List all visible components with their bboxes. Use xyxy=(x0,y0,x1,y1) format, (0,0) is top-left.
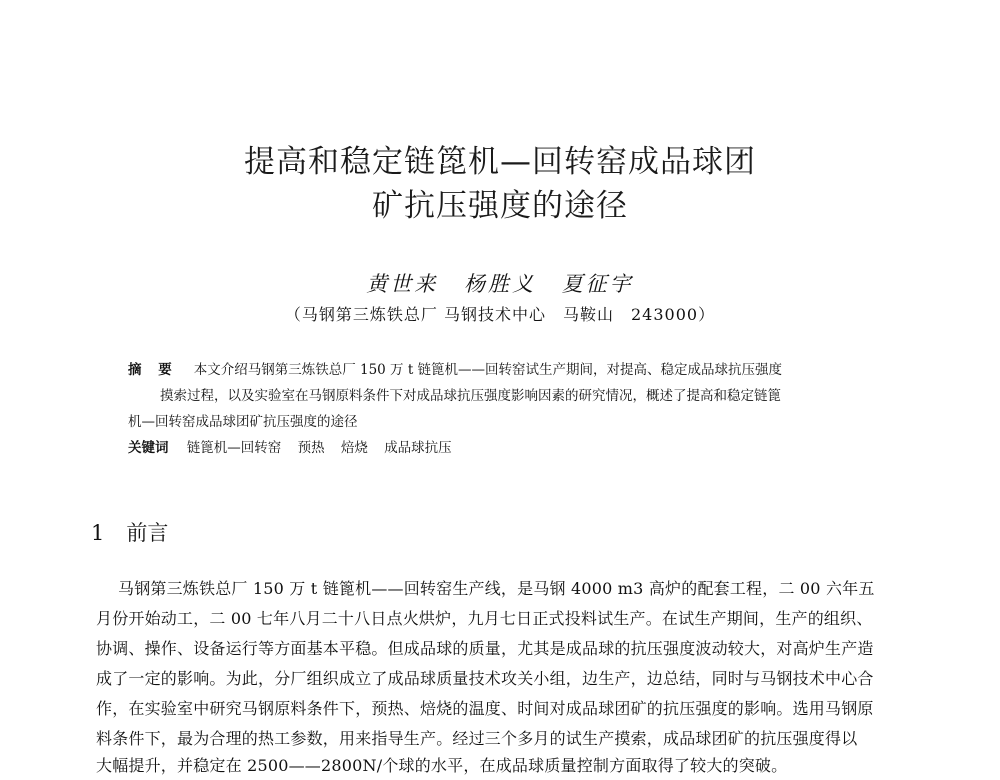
body-line: 马钢第三炼铁总厂 150 万 t 链篦机——回转窑生产线，是马钢 4000 m3 高炉的配套工程，二 00 六年五 xyxy=(118,579,875,598)
section-heading xyxy=(91,517,168,547)
abstract-line-3: 机—回转窑成品球团矿抗压强度的途径 xyxy=(128,414,358,430)
body-line: 协调、操作、设备运行等方面基本平稳。但成品球的质量，尤其是成品球的抗压强度波动较大，对高炉生产造 xyxy=(96,639,874,658)
keyword: 焙烧 xyxy=(340,440,368,456)
keyword: 预热 xyxy=(297,440,325,456)
author-name: 杨胜义 xyxy=(464,272,536,296)
section-title: 前言 xyxy=(126,521,169,545)
keyword: 成品球抗压 xyxy=(384,440,452,456)
keyword: 链篦机—回转窑 xyxy=(186,440,282,456)
body-line: 月份开始动工，二 00 七年八月二十八日点火烘炉，九月七日正式投料试生产。在试生产期间，生产的组织、 xyxy=(96,609,873,628)
keywords-label: 关键词 xyxy=(128,440,169,456)
abstract-text: 本文介绍马钢第三炼铁总厂 150 万 t 链篦机——回转窑试生产期间，对提高、稳定成品球抗压强度 xyxy=(193,362,783,378)
body-line: 成了一定的影响。为此，分厂组织成立了成品球质量技术攻关小组，边生产，边总结，同时与马钢技术中心合 xyxy=(96,669,874,688)
body-line: 作，在实验室中研究马钢原料条件下，预热、焙烧的温度、时间对成品球团矿的抗压强度的影响。选用马钢原 xyxy=(96,699,874,718)
paper-title-line-1: 提高和稳定链箆机—回转窑成品球团 xyxy=(244,144,756,180)
section-number: 1 xyxy=(91,521,105,545)
paper-title-line-2: 矿抗压强度的途径 xyxy=(372,188,628,224)
abstract-line-1 xyxy=(128,357,888,383)
keywords-line xyxy=(128,435,888,461)
author-list xyxy=(0,268,1000,298)
abstract-line-2: 摸索过程，以及实验室在马钢原料条件下对成品球抗压强度影响因素的研究情况，概述了提高和稳定链篦 xyxy=(160,388,781,404)
abstract-label: 摘 要 xyxy=(128,362,178,378)
author-name: 夏征宇 xyxy=(561,272,634,296)
author-name: 黄世来 xyxy=(366,272,439,296)
body-line: 大幅提升，并稳定在 2500——2800N/个球的水平，在成品球质量控制方面取得了较大的突破。 xyxy=(96,756,788,775)
body-line: 料条件下，最为合理的热工参数，用来指导生产。经过三个多月的试生产摸索，成品球团矿的抗压强度得以 xyxy=(96,729,858,748)
affiliation: （马钢第三炼铁总厂 马钢技术中心 马鞍山 243000） xyxy=(284,305,716,324)
